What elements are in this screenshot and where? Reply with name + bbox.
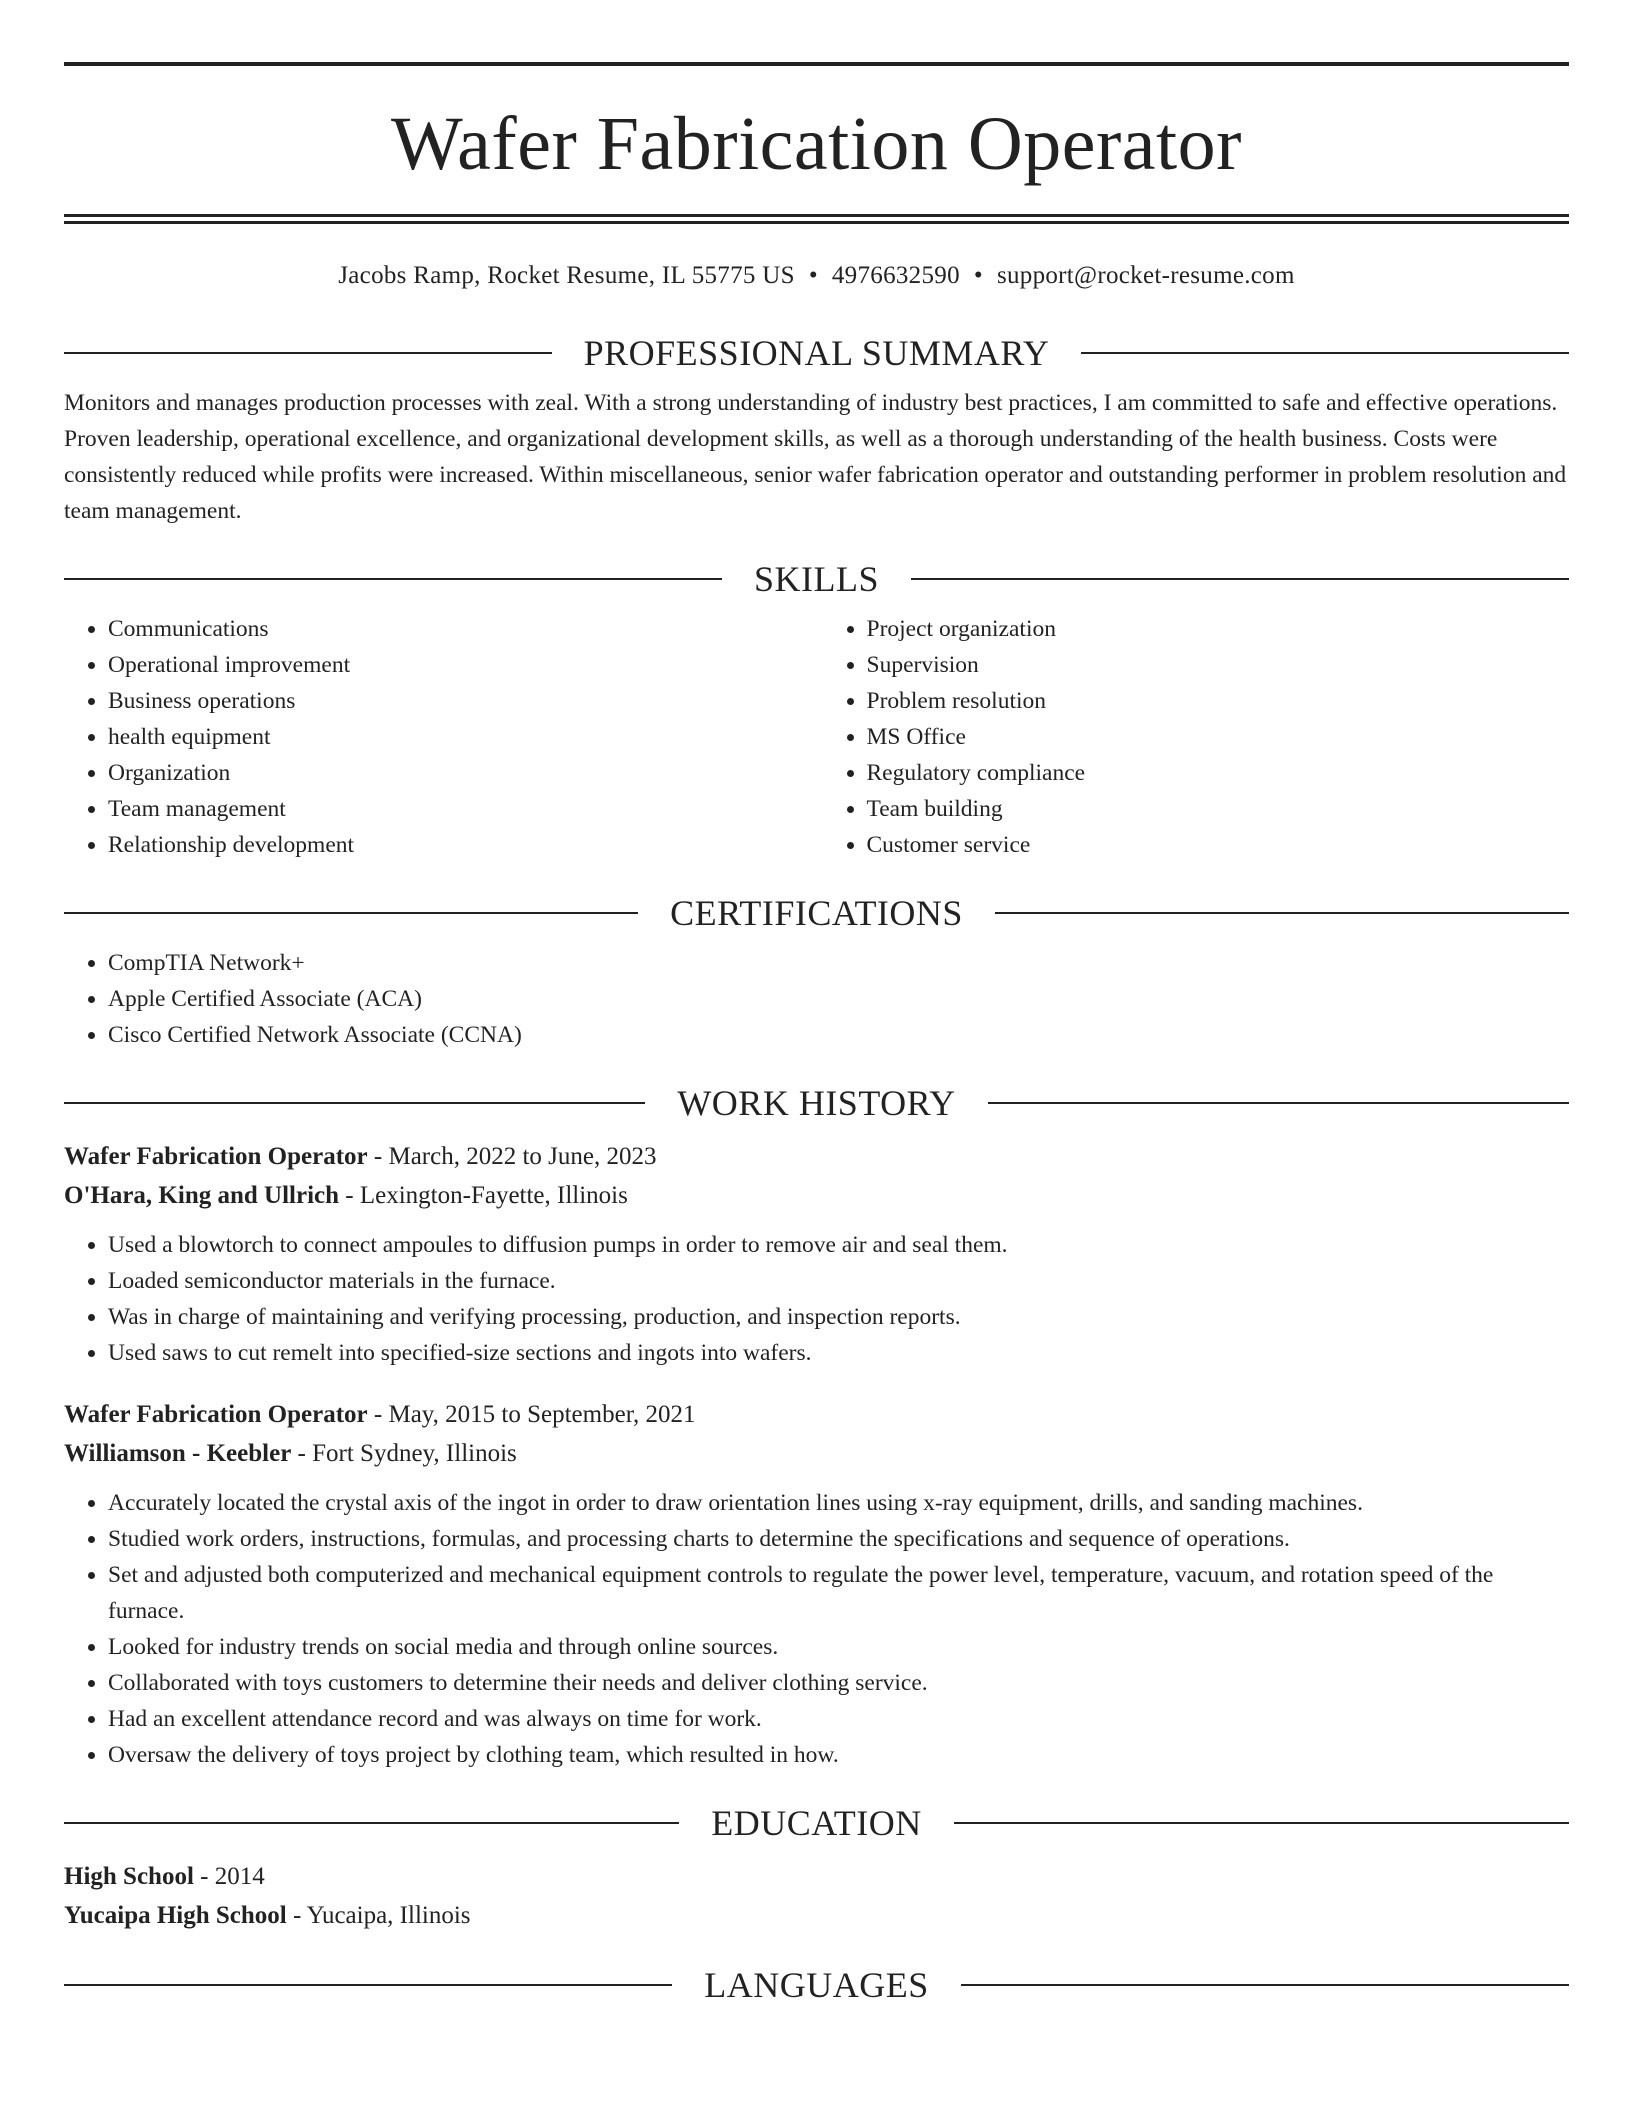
section-title: PROFESSIONAL SUMMARY: [583, 333, 1050, 373]
section-title: CERTIFICATIONS: [670, 893, 963, 933]
skill-item: • Supervision: [867, 647, 1570, 683]
skill-item: • Business operations: [108, 683, 817, 719]
education-year: - 2014: [193, 1863, 265, 1890]
education-degree: High School: [64, 1863, 194, 1890]
title-double-rule: [64, 214, 1569, 224]
heading-rule-left: [64, 1822, 679, 1824]
contact-line: [64, 261, 1569, 291]
section-title: EDUCATION: [711, 1803, 922, 1843]
skill-item: • health equipment: [108, 719, 817, 755]
skill-item: • Regulatory compliance: [867, 755, 1570, 791]
heading-rule-left: [64, 1102, 645, 1104]
job-duty: • Studied work orders, instructions, formulas, and processing charts to determine the specifications and sequence of operations.: [108, 1521, 1569, 1557]
resume-title: Wafer Fabrication Operator: [391, 102, 1242, 186]
skill-item: • Operational improvement: [108, 647, 817, 683]
education-entry: [64, 1857, 1569, 1935]
skills-column-right: [817, 611, 1570, 863]
top-rule: [64, 62, 1569, 66]
section-heading-certifications: [64, 893, 1569, 933]
heading-rule-left: [64, 912, 638, 914]
contact-phone: 4976632590: [831, 262, 960, 289]
skill-item: • Communications: [108, 611, 817, 647]
skill-item: • Team management: [108, 791, 817, 827]
skill-item: • Organization: [108, 755, 817, 791]
skill-item: • Relationship development: [108, 827, 817, 863]
certification-item: • CompTIA Network+: [108, 945, 1569, 981]
job-entry: [64, 1137, 1569, 1371]
job-company-line: [64, 1434, 1569, 1473]
heading-rule-left: [64, 578, 722, 580]
contact-separator: •: [973, 262, 983, 289]
job-company: Williamson - Keebler: [64, 1440, 292, 1467]
section-heading-skills: [64, 559, 1569, 599]
section-heading-summary: [64, 333, 1569, 373]
job-duty: • Was in charge of maintaining and verifying processing, production, and inspection reports.: [108, 1299, 1569, 1335]
job-company: O'Hara, King and Ullrich: [64, 1182, 340, 1209]
job-location: - Lexington-Fayette, Illinois: [339, 1182, 628, 1209]
contact-email: support@rocket-resume.com: [996, 262, 1295, 289]
education-school: Yucaipa High School: [64, 1902, 287, 1929]
heading-rule-right: [954, 1822, 1569, 1824]
section-title: WORK HISTORY: [677, 1083, 956, 1123]
job-duty: • Used saws to cut remelt into specified-size sections and ingots into wafers.: [108, 1335, 1569, 1371]
skills-list: [64, 611, 1569, 863]
section-heading-work-history: [64, 1083, 1569, 1123]
skills-column-left: [64, 611, 817, 863]
job-duty: • Used a blowtorch to connect ampoules to diffusion pumps in order to remove air and seal them.: [108, 1227, 1569, 1263]
education-location: - Yucaipa, Illinois: [286, 1902, 471, 1929]
skill-item: • MS Office: [867, 719, 1570, 755]
heading-rule-right: [988, 1102, 1569, 1104]
summary-text: Monitors and manages production processes with zeal. With a strong understanding of industry best practices, I am committed to safe and effective operations. Proven leadership, operational excellence, and organizational development skills, as well as a thorough understanding of the health business. Costs were consistently reduced while profits were increased. Within miscellaneous, senior wafer fabrication operator and outstanding performer in problem resolution and team management.: [64, 390, 1567, 524]
skill-item: • Customer service: [867, 827, 1570, 863]
job-title-line: [64, 1395, 1569, 1434]
heading-rule-right: [995, 912, 1569, 914]
job-location: - Fort Sydney, Illinois: [291, 1440, 517, 1467]
job-duties: [64, 1227, 1569, 1371]
job-duty: • Oversaw the delivery of toys project by clothing team, which resulted in how.: [108, 1737, 1569, 1773]
job-duty: • Looked for industry trends on social media and through online sources.: [108, 1629, 1569, 1665]
heading-rule-right: [961, 1984, 1569, 1986]
job-title: Wafer Fabrication Operator: [64, 1401, 368, 1428]
job-title: Wafer Fabrication Operator: [64, 1143, 368, 1170]
job-duty: • Had an excellent attendance record and was always on time for work.: [108, 1701, 1569, 1737]
job-entry: [64, 1395, 1569, 1773]
contact-separator: •: [808, 262, 818, 289]
job-duty: • Collaborated with toys customers to determine their needs and deliver clothing service.: [108, 1665, 1569, 1701]
section-title: LANGUAGES: [704, 1965, 929, 2005]
contact-address: Jacobs Ramp, Rocket Resume, IL 55775 US: [338, 262, 795, 289]
education-degree-line: [64, 1857, 1569, 1896]
certification-item: • Cisco Certified Network Associate (CCNA): [108, 1017, 1569, 1053]
job-duty: • Loaded semiconductor materials in the furnace.: [108, 1263, 1569, 1299]
skill-item: • Team building: [867, 791, 1570, 827]
job-duty: • Set and adjusted both computerized and mechanical equipment controls to regulate the power level, temperature, vacuum, and rotation speed of the furnace.: [108, 1557, 1569, 1629]
job-dates: - March, 2022 to June, 2023: [367, 1143, 657, 1170]
heading-rule-right: [911, 578, 1569, 580]
job-duties: [64, 1485, 1569, 1773]
certification-item: • Apple Certified Associate (ACA): [108, 981, 1569, 1017]
heading-rule-left: [64, 1984, 672, 1986]
job-title-line: [64, 1137, 1569, 1176]
skill-item: • Project organization: [867, 611, 1570, 647]
heading-rule-right: [1081, 352, 1569, 354]
certifications-list: [64, 945, 1569, 1053]
job-dates: - May, 2015 to September, 2021: [367, 1401, 696, 1428]
job-company-line: [64, 1176, 1569, 1215]
section-heading-education: [64, 1803, 1569, 1843]
section-heading-languages: [64, 1965, 1569, 2005]
education-school-line: [64, 1896, 1569, 1935]
resume-content: [64, 62, 1569, 2005]
job-duty: • Accurately located the crystal axis of the ingot in order to draw orientation lines using x-ray equipment, drills, and sanding machines.: [108, 1485, 1569, 1521]
heading-rule-left: [64, 352, 552, 354]
skill-item: • Problem resolution: [867, 683, 1570, 719]
section-title: SKILLS: [754, 559, 880, 599]
